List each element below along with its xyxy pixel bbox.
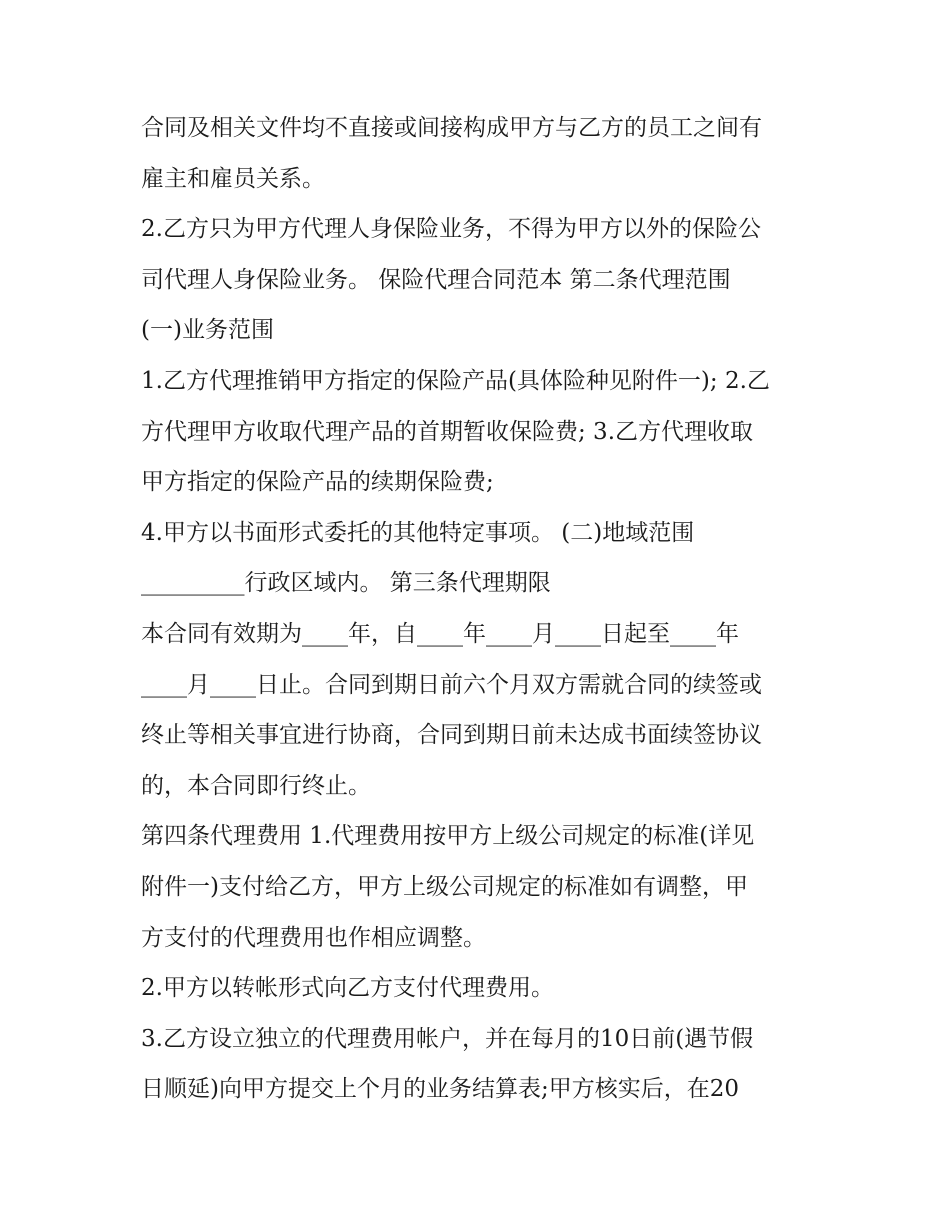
- text-line: 3.乙方设立独立的代理费用帐户，并在每月的10日前(遇节假: [141, 1025, 754, 1052]
- text-line: 2.乙方只为甲方代理人身保险业务，不得为甲方以外的保险公: [141, 216, 761, 243]
- text-line: 4.甲方以书面形式委托的其他特定事项。 (二)地域范围: [141, 519, 695, 546]
- text-line: 终止等相关事宜进行协商，合同到期日前未达成书面续签协议: [141, 722, 762, 749]
- text-line: 雇主和雇员关系。: [141, 165, 325, 192]
- text-line: 甲方指定的保险产品的续期保险费;: [141, 469, 494, 496]
- document-body: [141, 103, 831, 1115]
- text-line: 司代理人身保险业务。 保险代理合同范本 第二条代理范围: [141, 266, 731, 293]
- text-line: ____月____日止。合同到期日前六个月双方需就合同的续签或: [141, 671, 762, 698]
- text-line: (一)业务范围: [141, 317, 274, 344]
- text-line: 第四条代理费用 1.代理费用按甲方上级公司规定的标准(详见: [141, 823, 755, 850]
- text-line: 合同及相关文件均不直接或间接构成甲方与乙方的员工之间有: [141, 115, 762, 141]
- text-line: 方代理甲方收取代理产品的首期暂收保险费; 3.乙方代理收取: [141, 418, 754, 445]
- text-line: 日顺延)向甲方提交上个月的业务结算表;甲方核实后，在20: [141, 1076, 739, 1103]
- text-line: 附件一)支付给乙方，甲方上级公司规定的标准如有调整，甲: [141, 873, 748, 900]
- text-line: 1.乙方代理推销甲方指定的保险产品(具体险种见附件一); 2.乙: [141, 367, 770, 394]
- text-line: 方支付的代理费用也作相应调整。: [141, 924, 486, 951]
- text-line: 本合同有效期为____年，自____年____月____日起至____年: [141, 620, 739, 647]
- text-line: _________行政区域内。 第三条代理期限: [141, 570, 551, 597]
- text-line: 2.甲方以转帐形式向乙方支付代理费用。: [141, 975, 554, 1002]
- text-line: 的，本合同即行终止。: [141, 772, 371, 799]
